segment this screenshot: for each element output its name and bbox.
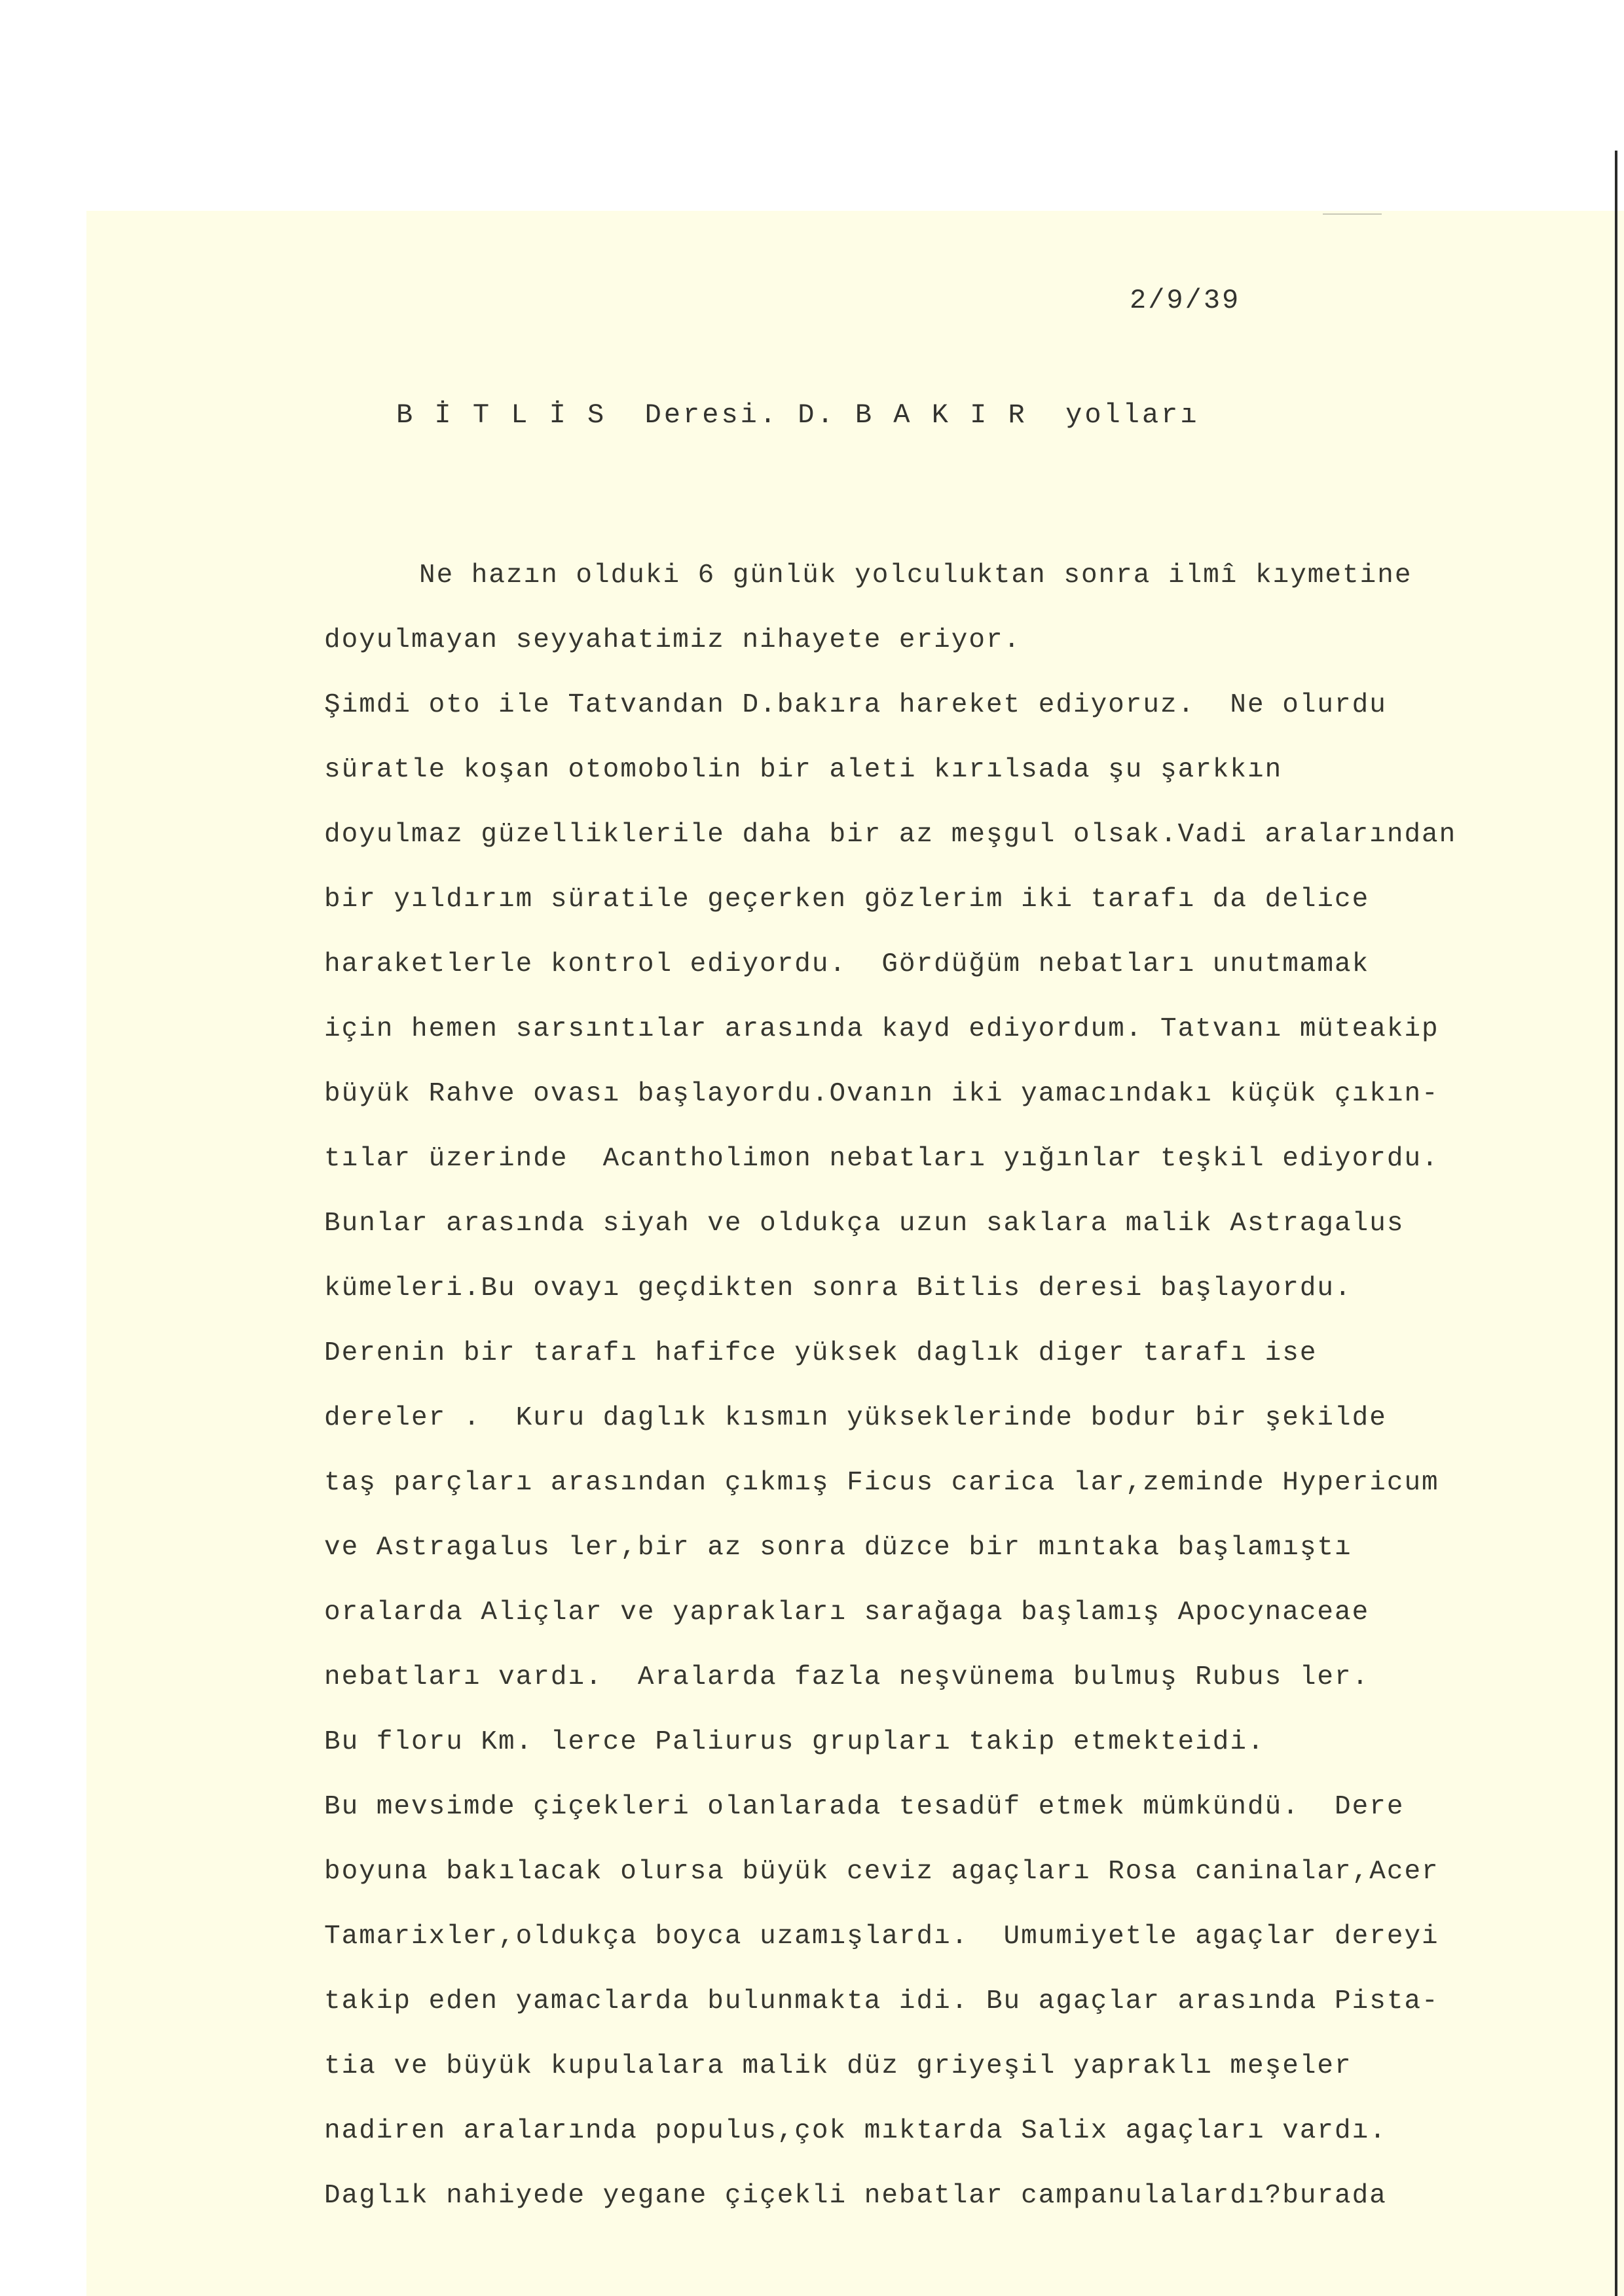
document-date: 2/9/39 — [1130, 285, 1241, 316]
body-line: nebatları vardı. Aralarda fazla neşvünema bulmuş Rubus ler. — [324, 1662, 1370, 1692]
body-line: taş parçları arasından çıkmış Ficus carica lar,zeminde Hypericum — [324, 1468, 1439, 1498]
body-line: doyulmayan seyyahatimiz nihayete eriyor. — [324, 625, 1022, 655]
body-line: Ne hazın olduki 6 günlük yolculuktan sonra ilmî kıymetine — [419, 560, 1412, 591]
body-line: Bunlar arasında siyah ve oldukça uzun saklara malik Astragalus — [324, 1209, 1405, 1239]
body-line: Daglık nahiyede yegane çiçekli nebatlar campanulalardı?burada — [324, 2181, 1387, 2211]
body-line: tılar üzerinde Acantholimon nebatları yığınlar teşkil ediyordu. — [324, 1144, 1439, 1174]
body-line: Derenin bir tarafı hafifce yüksek daglık diger tarafı ise — [324, 1338, 1318, 1368]
body-line: Tamarixler,oldukça boyca uzamışlardı. Umumiyetle agaçlar dereyi — [324, 1922, 1439, 1952]
body-line: oralarda Aliçlar ve yaprakları sarağaga başlamış Apocynaceae — [324, 1597, 1370, 1628]
body-line: tia ve büyük kupulalara malik düz griyeşil yapraklı meşeler — [324, 2051, 1352, 2081]
body-line: takip eden yamaclarda bulunmakta idi. Bu agaçlar arasında Pista- — [324, 1986, 1439, 2016]
body-line: doyulmaz güzelliklerile daha bir az meşgul olsak.Vadi aralarından — [324, 820, 1457, 850]
scan-edge-line — [1615, 151, 1617, 2296]
body-line: Şimdi oto ile Tatvandan D.bakıra hareket ediyoruz. Ne olurdu — [324, 690, 1387, 720]
body-line: büyük Rahve ovası başlayordu.Ovanın iki yamacındakı küçük çıkın- — [324, 1079, 1439, 1109]
body-line: nadiren aralarında populus,çok mıktarda Salix agaçları vardı. — [324, 2116, 1387, 2146]
body-line: boyuna bakılacak olursa büyük ceviz agaçları Rosa caninalar,Acer — [324, 1857, 1439, 1887]
body-line: haraketlerle kontrol ediyordu. Gördüğüm nebatları unutmamak — [324, 949, 1370, 979]
document-title: B İ T L İ S Deresi. D. B A K I R yolları — [396, 399, 1200, 431]
body-line: süratle koşan otomobolin bir aleti kırılsada şu şarkkın — [324, 755, 1283, 785]
body-line: ve Astragalus ler,bir az sonra düzce bir mıntaka başlamıştı — [324, 1533, 1352, 1563]
body-line: kümeleri.Bu ovayı geçdikten sonra Bitlis deresi başlayordu. — [324, 1273, 1352, 1303]
body-line: için hemen sarsıntılar arasında kayd ediyordum. Tatvanı müteakip — [324, 1014, 1439, 1044]
body-line: bir yıldırım süratile geçerken gözlerim iki tarafı da delice — [324, 884, 1370, 915]
paper-edge-mark — [1323, 213, 1382, 215]
body-line: dereler . Kuru daglık kısmın yükseklerinde bodur bir şekilde — [324, 1403, 1387, 1433]
body-line: Bu floru Km. lerce Paliurus grupları takip etmekteidi. — [324, 1727, 1265, 1757]
body-line: Bu mevsimde çiçekleri olanlarada tesadüf etmek mümkündü. Dere — [324, 1792, 1405, 1822]
document-body — [324, 543, 1614, 2229]
